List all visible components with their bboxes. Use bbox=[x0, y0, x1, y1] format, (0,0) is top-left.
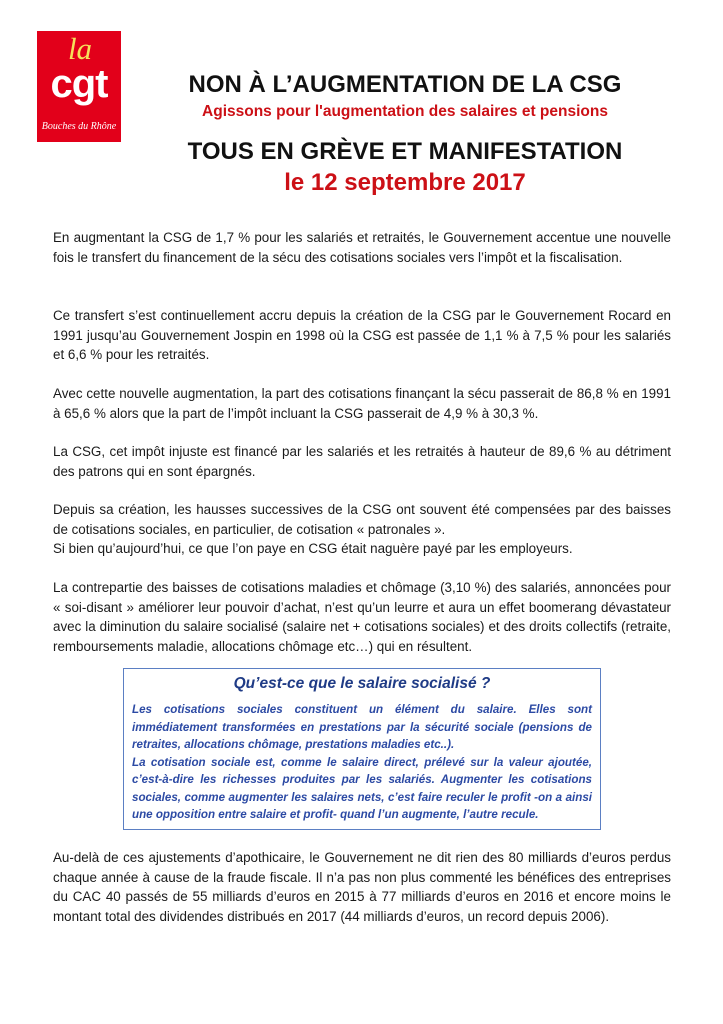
strike-date: le 12 septembre 2017 bbox=[284, 169, 526, 196]
paragraph-transfer-history: Ce transfert s’est continuellement accru depuis la création de la CSG par le Gouvernement Rocard en 1991 jusqu’au Gouvernement Jospin en 1998 où la CSG est passée de 1,1 % à 7,5 % pour les salariés et 6,6 % pour les retraités. bbox=[53, 308, 671, 362]
paragraph-financing-share: Avec cette nouvelle augmentation, la part des cotisations finançant la sécu passerait de 86,8 % en 1991 à 65,6 % alors que la part de l’impôt incluant la CSG passerait de 4,9 % à 30,3 %. bbox=[53, 386, 671, 421]
paragraph-csg-increase: En augmentant la CSG de 1,7 % pour les salariés et retraités, le Gouvernement accentue une nouvelle fois le transfert du financement de la sécu des cotisations sociales vers l’impôt et la fiscalisation. bbox=[53, 230, 671, 265]
socialized-salary-box bbox=[123, 668, 601, 830]
box-title: Qu’est-ce que le salaire socialisé ? bbox=[233, 675, 491, 692]
paragraph-closing: Au-delà de ces ajustements d’apothicaire, le Gouvernement ne dit rien des 80 milliards d’euros perdus chaque année à cause de la fraude fiscale. Il n’a pas non plus commenté les bénéfices des entreprises du CAC 40 passés de 55 milliards d’euros en 2015 à 77 milliards d’euros en 2016 et encore moins le montant total des dividendes distribués en 2017 (44 milliards d’euros, un record depuis 2006). bbox=[53, 850, 671, 924]
box-body bbox=[132, 701, 592, 824]
paragraph-csg-unjust: La CSG, cet impôt injuste est financé par les salariés et les retraités à hauteur de 89,6 % au détriment des patrons qui en sont épargnés. bbox=[53, 444, 671, 479]
box-paragraph: Les cotisations sociales constituent un élément du salaire. Elles sont immédiatement transformées en prestations par la sécurité sociale (pensions de retraites, allocations chômage, prestations maladies etc..). bbox=[132, 703, 592, 751]
paragraph-employers: Si bien qu’aujourd’hui, ce que l’on paye en CSG était naguère payé par les employeurs. bbox=[53, 541, 573, 556]
paragraph-counterpart: La contrepartie des baisses de cotisations maladies et chômage (3,10 %) des salariés, annoncées pour « soi-disant » améliorer leur pouvoir d’achat, n’est qu’un leurre et aura un effet boomerang dévastateur avec la diminution du salaire socialisé (salaire net + cotisations sociales) et des droits collectifs (retraite, remboursements maladie, allocations chômage etc…) qui en résultent. bbox=[53, 580, 671, 654]
box-paragraph: La cotisation sociale est, comme le salaire direct, prélevé sur la valeur ajoutée, c’est-à-dire les richesses produites par les salariés. Augmenter les cotisations sociales, comme augmenter les salaires nets, c’est faire reculer le profit -on a ainsi une opposition entre salaire et profit- quand l’un augmente, l’autre recule. bbox=[132, 755, 592, 821]
page-subtitle: Agissons pour l'augmentation des salaires et pensions bbox=[202, 103, 608, 120]
logo-cgt-text: cgt bbox=[50, 62, 108, 106]
cgt-logo bbox=[37, 31, 121, 142]
logo-la-text: la bbox=[67, 31, 93, 66]
page-title: NON À L’AUGMENTATION DE LA CSG bbox=[188, 71, 622, 98]
strike-call: TOUS EN GRÈVE ET MANIFESTATION bbox=[187, 138, 623, 165]
paragraph-compensation: Depuis sa création, les hausses successives de la CSG ont souvent été compensées par des baisses de cotisations sociales, en particulier, de cotisation « patronales ». bbox=[53, 502, 671, 537]
header bbox=[140, 70, 670, 199]
logo-department-text: Bouches du Rhône bbox=[41, 121, 117, 132]
